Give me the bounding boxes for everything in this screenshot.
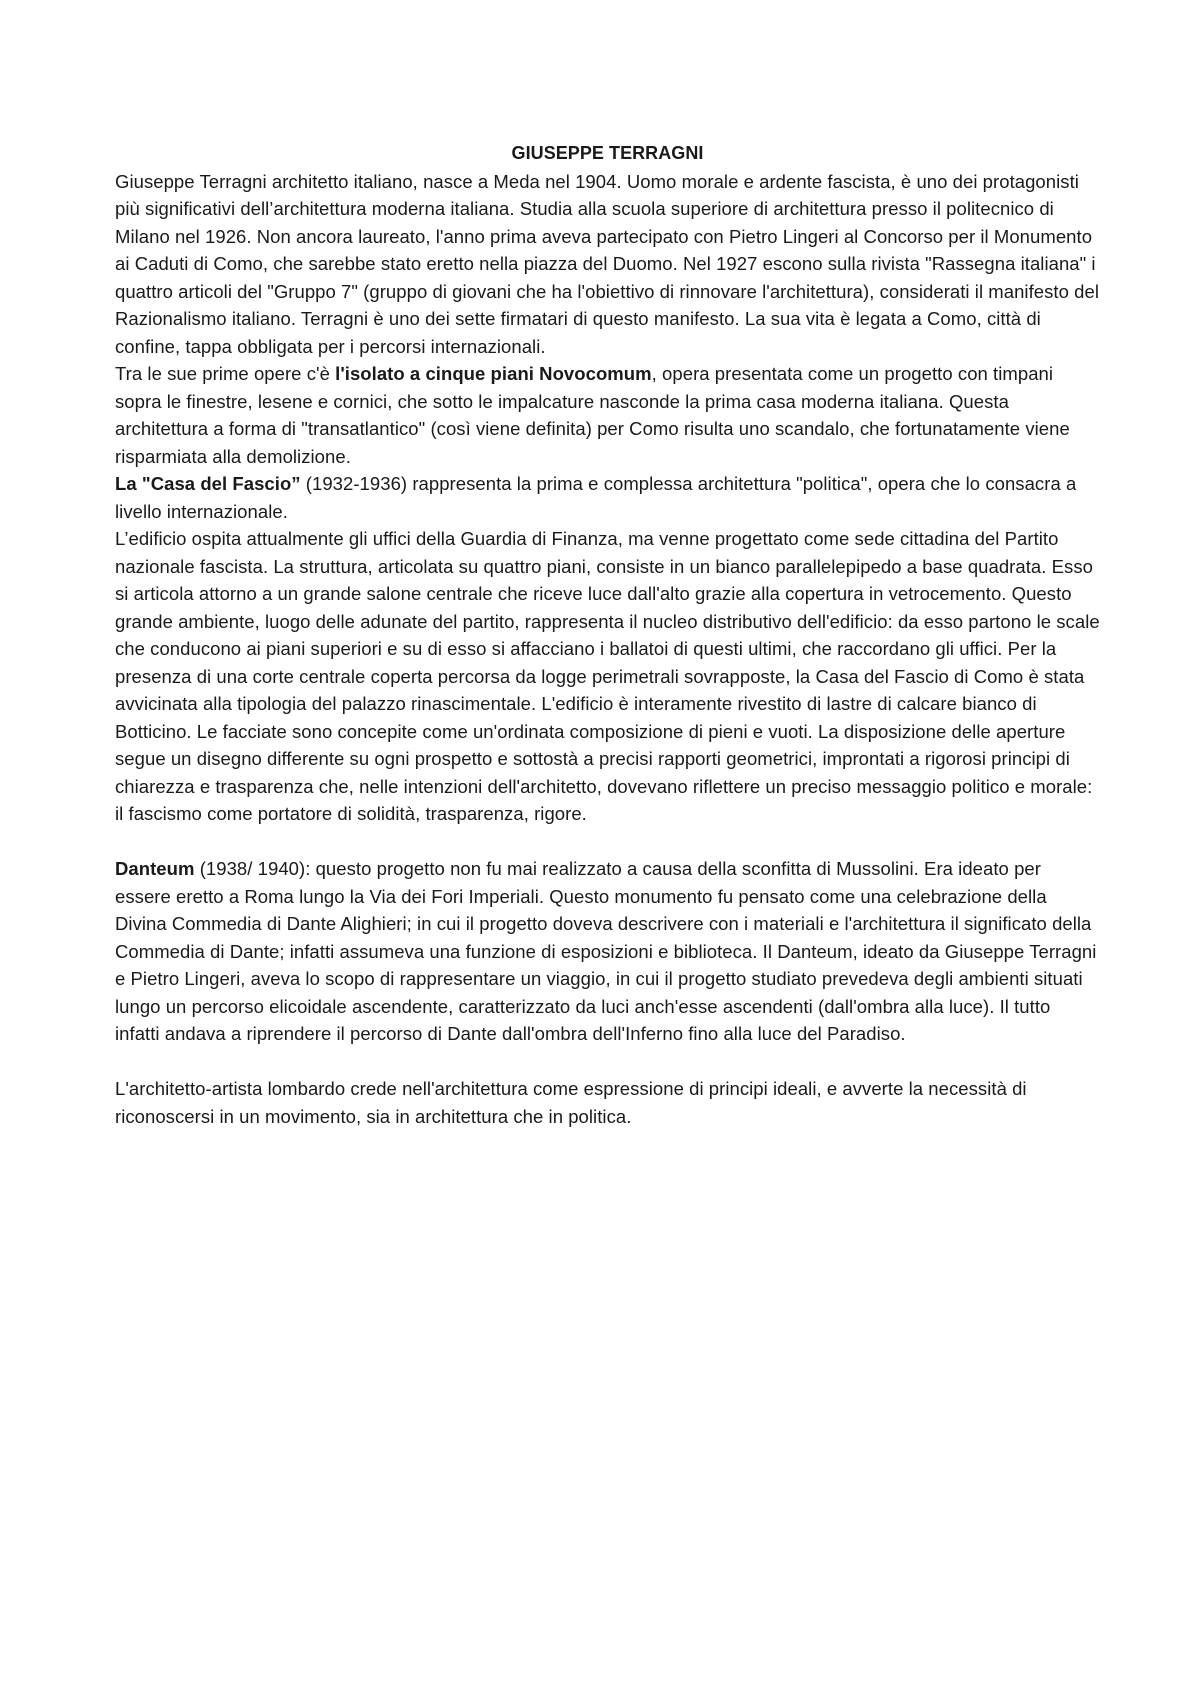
casa-del-fascio-intro-text: (1932-1936) rappresenta la prima e complessa architettura "politica", opera che lo consacra a livello internazionale.: [115, 473, 1077, 522]
danteum-body-text: (1938/ 1940): questo progetto non fu mai realizzato a causa della sconfitta di Mussolini. Era ideato per essere eretto a Roma lungo la Via dei Fori Imperiali. Questo monumento fu pensato come una celebrazione della Divina Commedia di Dante Alighieri; in cui il progetto doveva descrivere con i materiali e l'architettura il significato della Commedia di Dante; infatti assumeva una funzione di esposizioni e biblioteca. Il Danteum, ideato da Giuseppe Terragni e Pietro Lingeri, aveva lo scopo di rappresentare un viaggio, in cui il progetto studiato prevedeva degli ambienti situati lungo un percorso elicoidale ascendente, caratterizzato da luci anch'esse ascendenti (dall'ombra alla luce). Il tutto infatti andava a riprendere il percorso di Dante dall'ombra dell'Inferno fino alla luce del Paradiso.: [115, 858, 1097, 1044]
casa-del-fascio-heading: La "Casa del Fascio”: [115, 473, 301, 494]
paragraph-danteum: [115, 855, 1100, 1048]
paragraph-novocomum: [115, 360, 1100, 470]
novocomum-body-text: , opera presentata come un progetto con timpani sopra le finestre, lesene e cornici, che sotto le impalcature nasconde la prima casa moderna italiana. Questa architettura a forma di "transatlantico" (così viene definita) per Como risulta uno scandalo, che fortunatamente viene risparmiata alla demolizione.: [115, 363, 1070, 467]
document-page: [115, 140, 1100, 1130]
paragraph-casa-del-fascio: [115, 470, 1100, 525]
paragraph-edificio: L’edificio ospita attualmente gli uffici della Guardia di Finanza, ma venne progettato come sede cittadina del Partito nazionale fascista. La struttura, articolata su quattro piani, consiste in un bianco parallelepipedo a base quadrata. Esso si articola attorno a un grande salone centrale che riceve luce dall'alto grazie alla copertura in vetrocemento. Questo grande ambiente, luogo delle adunate del partito, rappresenta il nucleo distributivo dell'edificio: da esso partono le scale che conducono ai piani superiori e su di esso si affacciano i ballatoi di questi ultimi, che raccordano gli uffici. Per la presenza di una corte centrale coperta percorsa da logge perimetrali sovrapposte, la Casa del Fascio di Como è stata avvicinata alla tipologia del palazzo rinascimentale. L'edificio è interamente rivestito di lastre di calcare bianco di Botticino. Le facciate sono concepite come un'ordinata composizione di pieni e vuoti. La disposizione delle aperture segue un disegno differente su ogni prospetto e sottostà a precisi rapporti geometrici, improntati a rigorosi principi di chiarezza e trasparenza che, nelle intenzioni dell'architetto, dovevano riflettere un preciso messaggio politico e morale: il fascismo come portatore di solidità, trasparenza, rigore.: [115, 528, 1100, 824]
danteum-heading: Danteum: [115, 858, 195, 879]
novocomum-intro-text: Tra le sue prime opere c'è: [115, 363, 336, 384]
paragraph-biography: Giuseppe Terragni architetto italiano, nasce a Meda nel 1904. Uomo morale e ardente fascista, è uno dei protagonisti più significativi dell’architettura moderna italiana. Studia alla scuola superiore di architettura presso il politecnico di Milano nel 1926. Non ancora laureato, l'anno prima aveva partecipato con Pietro Lingeri al Concorso per il Monumento ai Caduti di Como, che sarebbe stato eretto nella piazza del Duomo. Nel 1927 escono sulla rivista "Rassegna italiana" i quattro articoli del "Gruppo 7" (gruppo di giovani che ha l'obiettivo di rinnovare l'architettura), considerati il manifesto del Razionalismo italiano. Terragni è uno dei sette firmatari di questo manifesto. La sua vita è legata a Como, città di confine, tappa obbligata per i percorsi internazionali.: [115, 170, 1099, 357]
paragraph-spacer: [115, 828, 1100, 856]
document-title: GIUSEPPE TERRAGNI: [511, 143, 704, 163]
paragraph-conclusion: L'architetto-artista lombardo crede nell'architettura come espressione di principi ideali, e avverte la necessità di riconoscersi in un movimento, sia in architettura che in politica.: [115, 1078, 1027, 1127]
paragraph-spacer: [115, 1048, 1100, 1076]
novocomum-heading: l'isolato a cinque piani Novocomum: [335, 363, 652, 384]
